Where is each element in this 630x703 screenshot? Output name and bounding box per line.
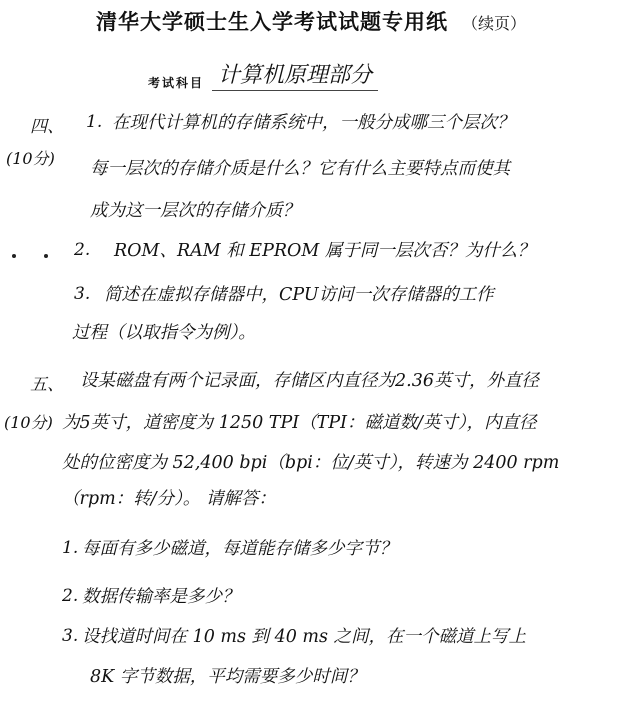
q5-item3-number: 3. (62, 626, 79, 646)
q4-part3-line1: 简述在虚拟存储器中，CPU访问一次存储器的工作 (104, 285, 494, 305)
q4-part1-line2: 每一层次的存储介质是什么？它有什么主要特点而使其 (90, 159, 510, 179)
subject-row (148, 58, 468, 90)
q5-number: 五、 (30, 375, 64, 395)
q4-part1-number: 1. (86, 112, 103, 132)
q5-score: (10分) (4, 413, 53, 432)
q5-line1: 设某磁盘有两个记录面，存储区内直径为2.36英寸，外直径 (80, 371, 539, 391)
continuation-label: （续页） (462, 14, 527, 33)
q5-item1-number: 1. (62, 538, 79, 558)
q5-item2-text: 数据传输率是多少？ (82, 587, 240, 607)
q4-number: 四、 (30, 117, 64, 137)
q4-part1-line1: 在现代计算机的存储系统中，一般分成哪三个层次？ (112, 113, 515, 133)
q5-item2-number: 2. (62, 586, 79, 606)
subject-value: 计算机原理部分 (212, 58, 378, 91)
q4-part2-number: 2. (74, 240, 91, 260)
q4-part3-line2: 过程（以取指令为例）。 (72, 323, 256, 343)
q5-line2: 为5英寸，道密度为 1250 TPI（TPI：磁道数/英寸），内直径 (62, 413, 537, 433)
q4-part1-line3: 成为这一层次的存储介质？ (90, 201, 300, 221)
paper-header (96, 6, 616, 36)
q4-score: (10分) (6, 149, 55, 168)
q5-line4: （rpm：转/分）。 请解答： (62, 489, 276, 509)
q5-item3-line2: 8K 字节数据，平均需要多少时间？ (90, 667, 365, 687)
q4-part2-line1: ROM、RAM 和 EPROM 属于同一层次否？为什么？ (114, 241, 535, 261)
bullet-dot (12, 254, 16, 258)
q5-item3-line1: 设找道时间在 10 ms 到 40 ms 之间，在一个磁道上写上 (82, 627, 527, 647)
paper-title: 清华大学硕士生入学考试试题专用纸 (96, 10, 448, 34)
subject-label: 考试科目 (148, 76, 205, 90)
bullet-dot (44, 254, 48, 258)
q5-line3: 处的位密度为 52,400 bpi（bpi：位/英寸），转速为 2400 rpm (62, 453, 560, 473)
q5-item1-text: 每面有多少磁道，每道能存储多少字节？ (82, 539, 397, 559)
q4-part3-number: 3. (74, 284, 91, 304)
